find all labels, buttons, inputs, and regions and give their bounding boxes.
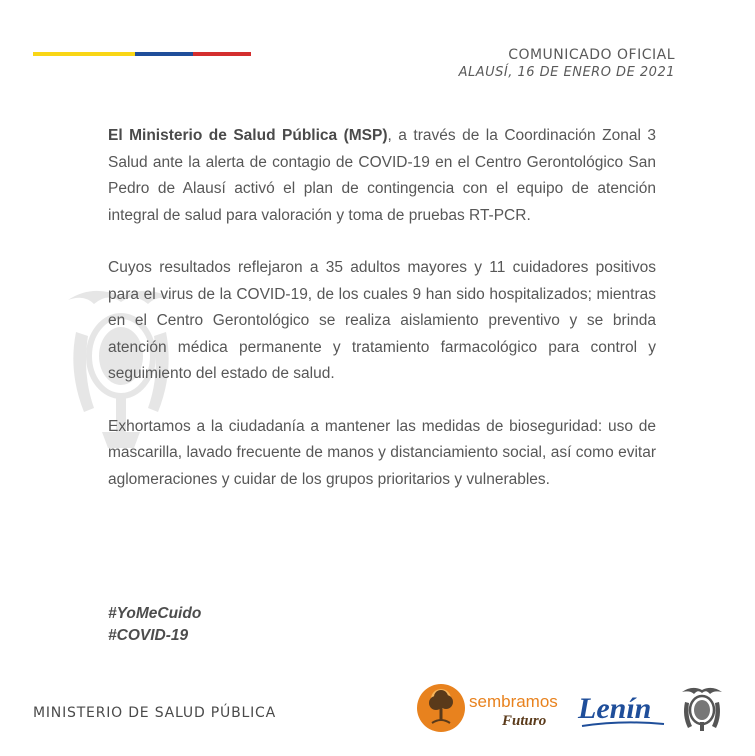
sembramos-text: sembramos	[469, 692, 558, 711]
flag-yellow-stripe	[33, 52, 135, 56]
flag-color-bar	[33, 52, 251, 56]
document-header	[459, 46, 675, 82]
flag-red-stripe	[193, 52, 251, 56]
lenin-logo	[576, 688, 668, 732]
sembramos-futuro-logo	[416, 683, 566, 733]
hashtag-yomecuido: #YoMeCuido	[108, 605, 202, 622]
paragraph-1-text: , a través de la Coordinación Zonal 3 Salud ante la alerta de contagio de COVID-19 en el Centro Gerontológico San Pedro de Alausí activó el plan de contingencia con el equipo de atención integral de salud para valoración y toma de pruebas RT-PCR.	[108, 127, 656, 224]
futuro-text: Futuro	[502, 713, 547, 729]
coat-of-arms-shield-icon	[680, 684, 724, 734]
hashtags	[108, 603, 201, 647]
hashtag-covid19: #COVID-19	[108, 627, 189, 644]
paragraph-1	[108, 123, 656, 229]
ministry-name-bold: El Ministerio de Salud Pública (MSP)	[108, 127, 388, 144]
footer-ministry-name: MINISTERIO DE SALUD PÚBLICA	[33, 705, 276, 721]
statement-body	[108, 123, 656, 519]
lenin-text: Lenín	[578, 692, 652, 725]
paragraph-3: Exhortamos a la ciudadanía a mantener las medidas de bioseguridad: uso de mascarilla, lavado frecuente de manos y distanciamiento social, así como evitar aglomeraciones y cuidar de los grupos prioritarios y vulnerables.	[108, 417, 656, 488]
document-date: ALAUSÍ, 16 DE ENERO DE 2021	[458, 65, 675, 80]
document-title: COMUNICADO OFICIAL	[508, 47, 675, 63]
paragraph-2: Cuyos resultados reflejaron a 35 adultos mayores y 11 cuidadores positivos para el virus de la COVID-19, de los cuales 9 han sido hospitalizados; mientras en el Centro Gerontológico se realiza aislamiento preventivo y se brinda atención médica permanente y tratamiento farmacológico para control y seguimiento del estado de salud.	[108, 259, 656, 382]
flag-blue-stripe	[135, 52, 193, 56]
